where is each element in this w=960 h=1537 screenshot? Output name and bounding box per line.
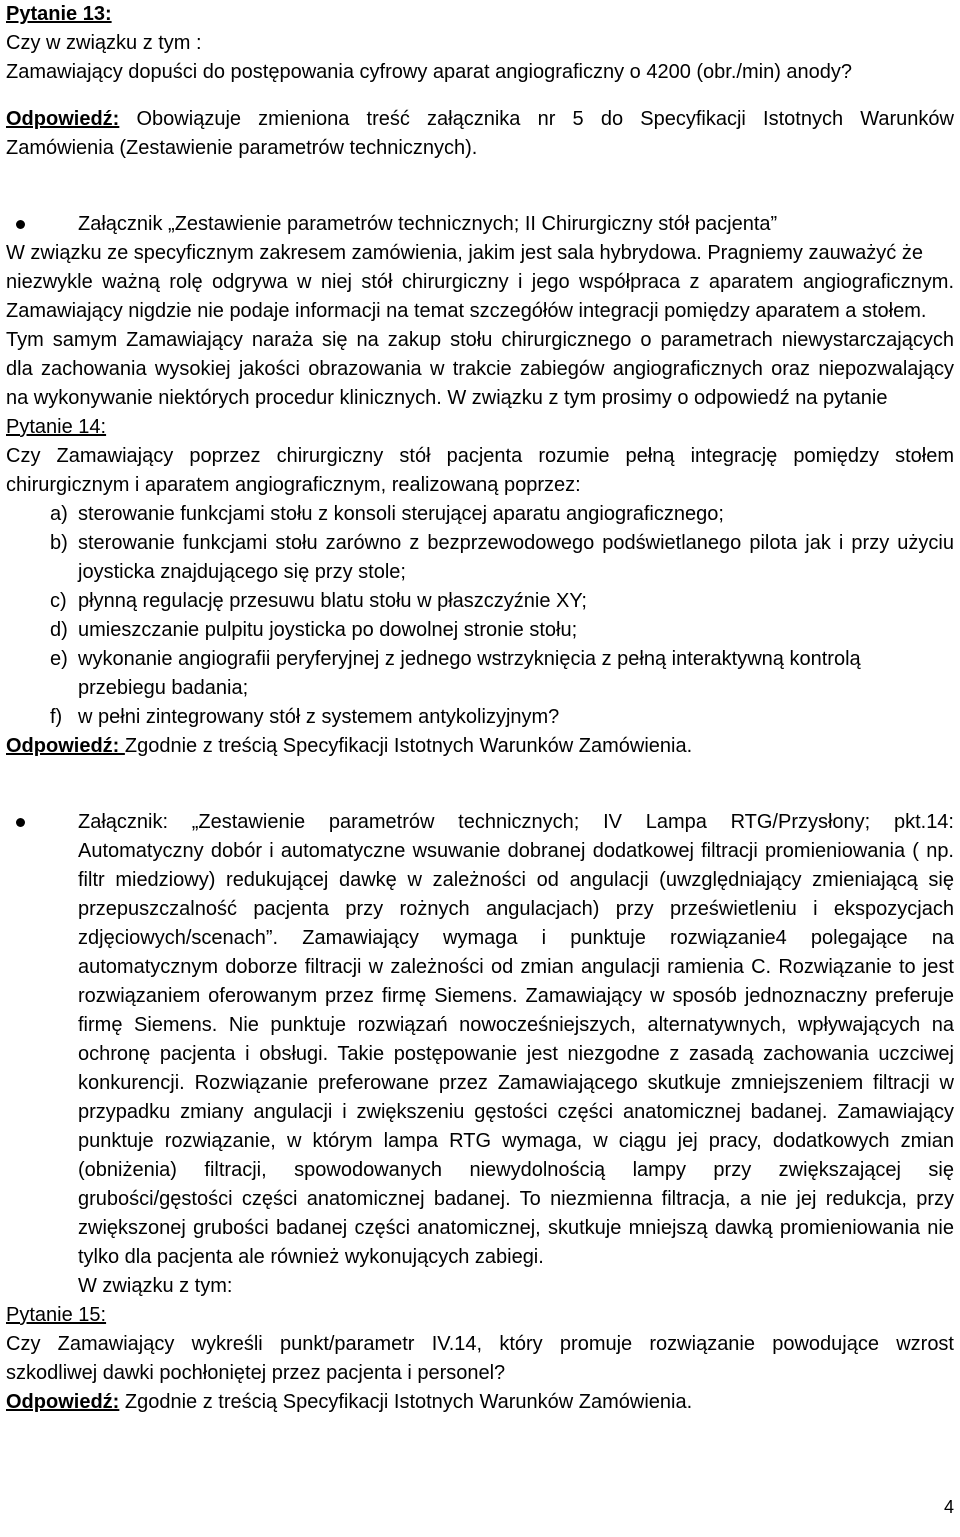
q14-answer-label: Odpowiedź: <box>6 735 125 757</box>
q13-answer-line-2: Zamówienia (Zestawienie parametrów technicznych). <box>6 137 478 159</box>
q14-item-e <box>6 645 954 674</box>
section3-line-9: ochronę pacjenta i obsługi. Takie postępowanie jest niezgodne z zasadą zachowania uczciwej <box>78 1043 954 1065</box>
section3-line-4: przepuszczalność pacjenta przy rożnych angulacjach) przy prześwietleniu i ekspozycjach <box>78 898 954 920</box>
list-item-key: f) <box>50 706 63 728</box>
section2-line-2: niezwykle ważną rolę odgrywa w niej stół chirurgiczny i jego współpraca z aparatem angiograficznym. <box>6 271 954 293</box>
q14-item-b <box>6 529 954 558</box>
q14-item-f <box>6 703 954 732</box>
list-item-text: sterowanie funkcjami stołu z konsoli sterującej aparatu angiograficznego; <box>78 503 724 525</box>
q15-answer <box>6 1388 954 1417</box>
section3-closing: W związku z tym: <box>78 1275 233 1297</box>
list-item-text: umieszczanie pulpitu joysticka po dowolnej stronie stołu; <box>78 619 578 641</box>
section3-line-1: Załącznik: „Zestawienie parametrów technicznych; IV Lampa RTG/Przysłony; pkt.14: <box>78 811 954 833</box>
section3-bullet <box>6 808 954 837</box>
list-item-text: sterowanie funkcjami stołu zarówno z bezprzewodowego podświetlanego pilota jak i przy użyciu <box>78 532 954 554</box>
q13-line-2: Zamawiający dopuści do postępowania cyfrowy aparat angiograficzny o 4200 (obr./min) anody? <box>6 61 853 83</box>
list-item-key: a) <box>50 503 68 525</box>
q14-answer <box>6 732 954 761</box>
q14-heading: Pytanie 14: <box>6 416 107 438</box>
q14-item-e-cont: przebiegu badania; <box>78 677 249 699</box>
list-item-key: e) <box>50 648 68 670</box>
q15-heading: Pytanie 15: <box>6 1304 107 1326</box>
section3-line-16: tylko dla pacjenta ale również wykonujących zabiegi. <box>78 1246 544 1268</box>
q14-item-a <box>6 500 954 529</box>
q15-answer-text: Zgodnie z treścią Specyfikacji Istotnych Warunków Zamówienia. <box>119 1391 693 1413</box>
q14-line-2: chirurgicznym i aparatem angiograficznym, realizowaną poprzez: <box>6 474 581 496</box>
section3-line-6: automatycznym doborze filtracji w zależności od zmian angulacji ramienia C. Rozwiązanie to jest <box>78 956 954 978</box>
list-item-text: w pełni zintegrowany stół z systemem antykolizyjnym? <box>78 706 560 728</box>
list-item-text: wykonanie angiografii peryferyjnej z jednego wstrzyknięcia z pełną interaktywną kontrolą <box>78 648 861 670</box>
section2-bullet-title: Załącznik „Zestawienie parametrów technicznych; II Chirurgiczny stół pacjenta” <box>78 213 778 235</box>
section3-line-8: firmę Siemens. Nie punktuje rozwiązań nowocześniejszych, alternatywnych, wpływających na <box>78 1014 954 1036</box>
section2-line-1: W związku ze specyficznym zakresem zamówienia, jakim jest sala hybrydowa. Pragniemy zauważyć że <box>6 242 923 264</box>
section3-line-7: rozwiązaniem oferowanym przez firmę Siemens. Zamawiający w sposób jednoznaczny preferuje <box>78 985 954 1007</box>
section3-line-3: filtr miedziowy) redukującej dawkę w zależności od angulacji (uwzględniający zmieniającą się <box>78 869 954 891</box>
q15-answer-label: Odpowiedź: <box>6 1391 120 1413</box>
section3-line-2: Automatyczny dobór i automatyczne wsuwanie dobranej dodatkowej filtracji promieniowania ( np. <box>78 840 954 862</box>
bullet-icon <box>16 220 25 229</box>
section3-line-11: przypadku zmiany angulacji i zwiększeniu gęstości części anatomicznej badanej. Zamawiający <box>78 1101 954 1123</box>
section3-line-12: punktuje rozwiązanie, w którym lampa RTG wymaga, w ciągu jej pracy, dodatkowych zmian <box>78 1130 954 1152</box>
q13-answer-line-1 <box>6 105 954 134</box>
q14-item-b-cont: joysticka znajdującego się przy stole; <box>78 561 406 583</box>
section2-line-4: Tym samym Zamawiający naraża się na zakup stołu chirurgicznego o parametrach niewystarczających <box>6 329 954 351</box>
q13-heading: Pytanie 13: <box>6 3 112 25</box>
section3-line-15: zwiększonej grubości badanej części anatomicznej, skutkuje mniejszą dawką promieniowania nie <box>78 1217 954 1239</box>
q13-line-1: Czy w związku z tym : <box>6 32 202 54</box>
section2-bullet <box>6 210 954 239</box>
section2-line-5: dla zachowania wysokiej jakości obrazowania w trakcie zabiegów angiograficznych oraz niepozwalający <box>6 358 954 380</box>
section3-line-13: (obniżenia) filtracji, spowodowanych niewydolnością lampy przy zwiększającej się <box>78 1159 954 1181</box>
q14-answer-text: Zgodnie z treścią Specyfikacji Istotnych Warunków Zamówienia. <box>124 735 693 757</box>
bullet-icon <box>16 818 25 827</box>
section3-line-14: grubości/gęstości części anatomicznej badanej. To niezmienna filtracja, a nie jej redukcja, przy <box>78 1188 954 1210</box>
list-item-text: płynną regulację przesuwu blatu stołu w płaszczyźnie XY; <box>78 590 587 612</box>
q15-line-2: szkodliwej dawki pochłoniętej przez pacjenta i personel? <box>6 1362 506 1384</box>
q15-line-1: Czy Zamawiający wykreśli punkt/parametr IV.14, który promuje rozwiązanie powodujące wzrost <box>6 1333 954 1355</box>
section3-line-5: zdjęciowych/scenach”. Zamawiający wymaga i punktuje rozwiązanie4 polegające na <box>78 927 954 949</box>
section3-line-10: konkurencji. Rozwiązanie preferowane przez Zamawiającego skutkuje zmniejszeniem filtracji w <box>78 1072 954 1094</box>
q14-line-1: Czy Zamawiający poprzez chirurgiczny stół pacjenta rozumie pełną integrację pomiędzy stołem <box>6 445 954 467</box>
list-item-key: b) <box>50 532 68 554</box>
q14-item-c <box>6 587 954 616</box>
q14-item-d <box>6 616 954 645</box>
page-number: 4 <box>943 1497 954 1517</box>
list-item-key: c) <box>50 590 67 612</box>
document-page <box>6 0 954 1417</box>
section2-line-3: Zamawiający nigdzie nie podaje informacji na temat szczegółów integracji pomiędzy aparatem a stołem. <box>6 300 927 322</box>
list-item-key: d) <box>50 619 68 641</box>
q13-answer-text-1: Obowiązuje zmieniona treść załącznika nr 5 do Specyfikacji Istotnych Warunków <box>119 108 954 130</box>
section2-line-6: na wykonywanie niektórych procedur klinicznych. W związku z tym prosimy o odpowiedź na pytanie <box>6 387 888 409</box>
q13-answer-label: Odpowiedź: <box>6 108 120 130</box>
